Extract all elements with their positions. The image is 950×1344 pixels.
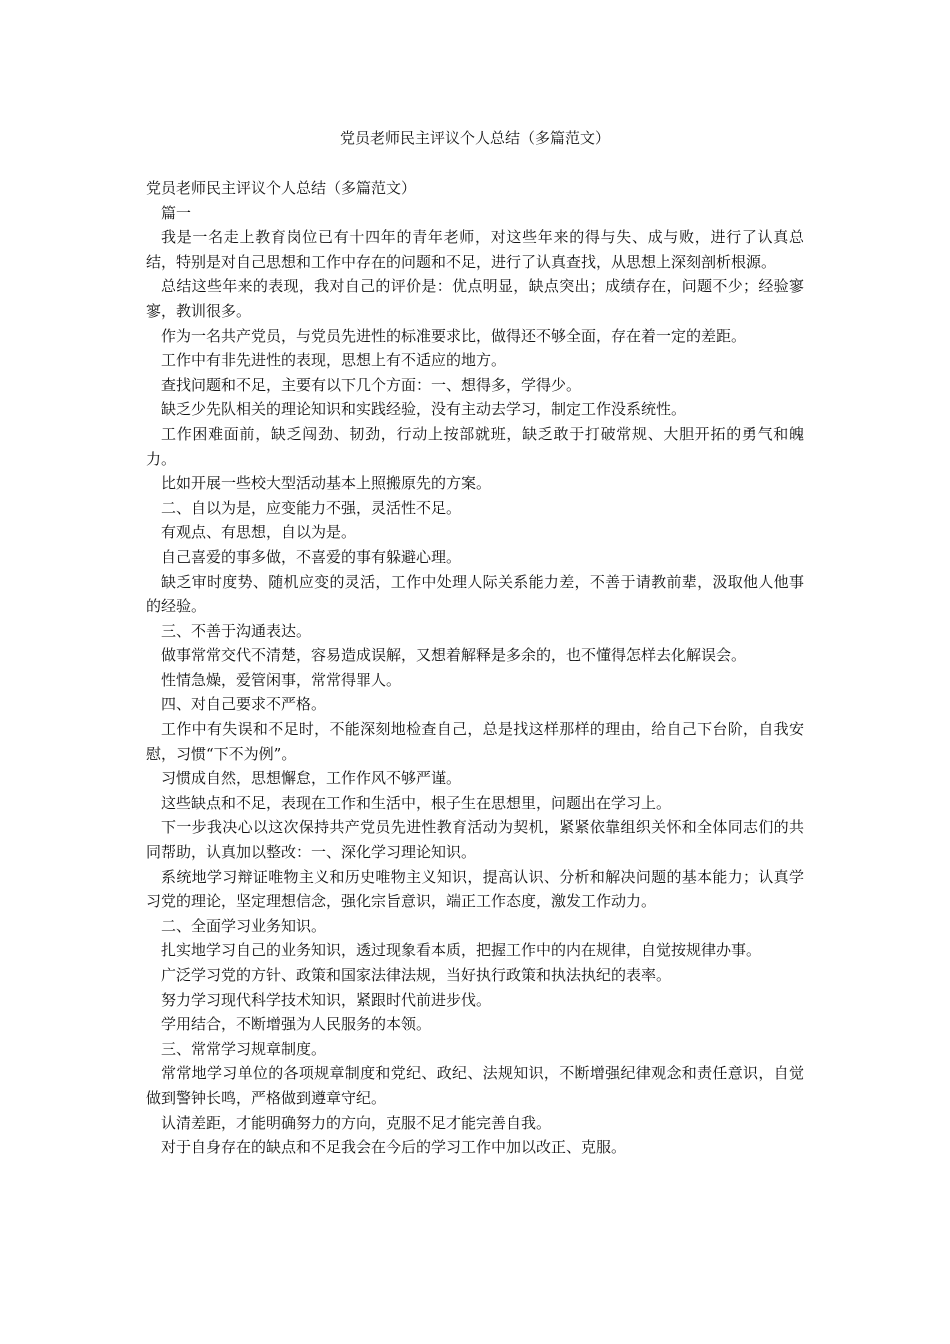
paragraph: 广泛学习党的方针、政策和国家法律法规，当好执行政策和执法执纪的表率。 bbox=[161, 966, 672, 984]
paragraph: 工作中有非先进性的表现，思想上有不适应的地方。 bbox=[161, 351, 507, 370]
paragraph: 比如开展一些校大型活动基本上照搬原先的方案。 bbox=[161, 474, 492, 493]
paragraph: 常常地学习单位的各项规章制度和党纪、政纪、法规知识，不断增强纪律观念和责任意识，自觉做到警钟长鸣，严格做到遵章守纪。 bbox=[146, 1064, 804, 1107]
document-subtitle: 党员老师民主评议个人总结（多篇范文） bbox=[146, 179, 417, 197]
paragraph: 我是一名走上教育岗位已有十四年的青年老师，对这些年来的得与失、成与败，进行了认真总结，特别是对自己思想和工作中存在的问题和不足，进行了认真查找，从思想上深刻剖析根源。 bbox=[146, 228, 804, 271]
paragraph: 对于自身存在的缺点和不足我会在今后的学习工作中加以改正、克服。 bbox=[161, 1138, 627, 1157]
paragraph: 扎实地学习自己的业务知识，透过现象看本质，把握工作中的内在规律，自觉按规律办事。 bbox=[161, 941, 762, 960]
paragraph: 查找问题和不足，主要有以下几个方面：一、想得多，学得少。 bbox=[161, 375, 582, 394]
section-label: 篇一 bbox=[161, 203, 192, 222]
paragraph: 认清差距，才能明确努力的方向，克服不足才能完善自我。 bbox=[161, 1113, 552, 1132]
paragraph: 努力学习现代科学技术知识，紧跟时代前进步伐。 bbox=[161, 990, 492, 1009]
paragraph: 性情急燥，爱管闲事，常常得罪人。 bbox=[161, 670, 402, 689]
paragraph: 工作中有失误和不足时，不能深刻地检查自己，总是找这样那样的理由，给自己下台阶，自我安慰，习惯“下不为例”。 bbox=[146, 720, 804, 763]
paragraph: 作为一名共产党员，与党员先进性的标准要求比，做得还不够全面，存在着一定的差距。 bbox=[161, 326, 747, 345]
paragraph: 缺乏少先队相关的理论知识和实践经验，没有主动去学习，制定工作没系统性。 bbox=[161, 400, 687, 419]
paragraph: 系统地学习辩证唯物主义和历史唯物主义知识，提高认识、分析和解决问题的基本能力；认真学习党的理论，坚定理想信念，强化宗旨意识，端正工作态度，激发工作动力。 bbox=[146, 867, 804, 911]
paragraph: 有观点、有思想，自以为是。 bbox=[161, 523, 357, 542]
section-heading: 二、自以为是，应变能力不强，灵活性不足。 bbox=[161, 498, 462, 517]
document-title: 党员老师民主评议个人总结（多篇范文） bbox=[339, 129, 610, 147]
paragraph: 自己喜爱的事多做，不喜爱的事有躲避心理。 bbox=[161, 547, 462, 566]
paragraph: 下一步我决心以这次保持共产党员先进性教育活动为契机，紧紧依靠组织关怀和全体同志们的共同帮助，认真加以整改：一、深化学习理论知识。 bbox=[146, 818, 804, 862]
section-heading: 三、常常学习规章制度。 bbox=[161, 1039, 327, 1058]
paragraph: 缺乏审时度势、随机应变的灵活，工作中处理人际关系能力差，不善于请教前辈，汲取他人他事的经验。 bbox=[146, 572, 804, 616]
paragraph: 做事常常交代不清楚，容易造成误解，又想着解释是多余的，也不懂得怎样去化解误会。 bbox=[161, 646, 747, 665]
paragraph: 这些缺点和不足，表现在工作和生活中，根子生在思想里，问题出在学习上。 bbox=[161, 793, 672, 812]
paragraph: 学用结合，不断增强为人民服务的本领。 bbox=[161, 1015, 432, 1034]
section-heading: 三、不善于沟通表达。 bbox=[161, 621, 312, 640]
paragraph: 总结这些年来的表现，我对自己的评价是：优点明显，缺点突出；成绩存在，问题不少；经验寥寥，教训很多。 bbox=[146, 277, 804, 320]
section-heading: 二、全面学习业务知识。 bbox=[161, 916, 327, 935]
paragraph: 工作困难面前，缺乏闯劲、韧劲，行动上按部就班，缺乏敢于打破常规、大胆开拓的勇气和魄力。 bbox=[146, 424, 804, 468]
section-heading: 四、对自己要求不严格。 bbox=[161, 695, 327, 714]
paragraph: 习惯成自然，思想懈怠，工作作风不够严谨。 bbox=[161, 769, 462, 788]
document-body bbox=[146, 176, 804, 1160]
